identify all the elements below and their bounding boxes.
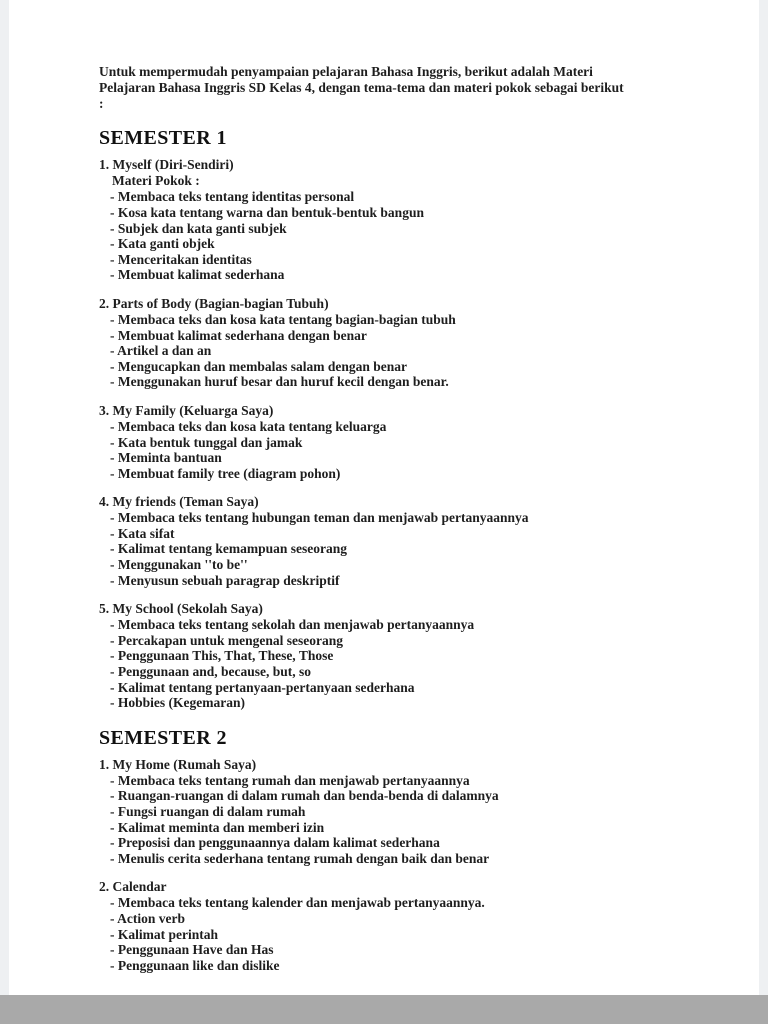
list-item: - Kata ganti objek <box>110 236 215 252</box>
viewer-bottom-bar <box>0 995 768 1024</box>
topic-title: 3. My Family (Keluarga Saya) <box>99 402 274 418</box>
list-item: - Action verb <box>110 910 185 926</box>
list-item: - Membaca teks tentang kalender dan menjawab pertanyaannya. <box>110 895 485 911</box>
list-item: - Menulis cerita sederhana tentang rumah dengan baik dan benar <box>110 850 490 866</box>
topic-title: 2. Calendar <box>99 879 167 895</box>
topic-title: 2. Parts of Body (Bagian-bagian Tubuh) <box>99 295 329 311</box>
document-page <box>9 0 759 995</box>
list-item: - Membaca teks dan kosa kata tentang bagian-bagian tubuh <box>110 311 456 327</box>
list-item: - Membuat kalimat sederhana <box>110 267 285 283</box>
intro-line: Untuk mempermudah penyampaian pelajaran Bahasa Inggris, berikut adalah Materi <box>99 64 593 79</box>
list-item: - Membaca teks tentang identitas personal <box>110 189 355 205</box>
semester-heading: SEMESTER 2 <box>99 726 227 749</box>
topic-subtitle: Materi Pokok : <box>112 173 200 189</box>
semester-heading: SEMESTER 1 <box>99 127 227 150</box>
list-item: - Meminta bantuan <box>110 450 222 466</box>
list-item: - Kalimat meminta dan memberi izin <box>110 819 325 835</box>
list-item: - Mengucapkan dan membalas salam dengan benar <box>110 358 408 374</box>
topic-title: 4. My friends (Teman Saya) <box>99 494 259 510</box>
topic-block <box>99 296 673 390</box>
list-item: - Menggunakan ''to be'' <box>110 557 248 573</box>
topic-title: 5. My School (Sekolah Saya) <box>99 601 263 617</box>
topic-block <box>99 879 673 973</box>
list-item: - Hobbies (Kegemaran) <box>110 695 245 711</box>
intro-line: : <box>99 95 104 111</box>
list-item: - Membaca teks dan kosa kata tentang keluarga <box>110 418 387 434</box>
list-item: - Kata sifat <box>110 525 175 541</box>
list-item: - Penggunaan This, That, These, Those <box>110 648 334 664</box>
list-item: - Kata bentuk tunggal dan jamak <box>110 434 303 450</box>
list-item: - Fungsi ruangan di dalam rumah <box>110 804 306 820</box>
topic-title: 1. Myself (Diri-Sendiri) <box>99 157 234 173</box>
list-item: - Penggunaan Have dan Has <box>110 942 274 958</box>
list-item: - Artikel a dan an <box>110 343 212 359</box>
list-item: - Membaca teks tentang hubungan teman dan menjawab pertanyaannya <box>110 510 529 526</box>
topic-block <box>99 494 673 588</box>
list-item: - Membaca teks tentang sekolah dan menjawab pertanyaannya <box>110 617 475 633</box>
topic-block <box>99 601 673 711</box>
semester-sections <box>99 126 673 973</box>
topic-title: 1. My Home (Rumah Saya) <box>99 756 257 772</box>
list-item: - Kosa kata tentang warna dan bentuk-bentuk bangun <box>110 204 424 220</box>
list-item: - Kalimat tentang pertanyaan-pertanyaan sederhana <box>110 679 415 695</box>
list-item: - Menceritakan identitas <box>110 251 252 267</box>
list-item: - Percakapan untuk mengenal seseorang <box>110 632 344 648</box>
list-item: - Kalimat perintah <box>110 926 218 942</box>
list-item: - Menyusun sebuah paragrap deskriptif <box>110 572 340 588</box>
list-item: - Membuat kalimat sederhana dengan benar <box>110 327 367 343</box>
list-item: - Ruangan-ruangan di dalam rumah dan benda-benda di dalamnya <box>110 788 499 804</box>
list-item: - Membaca teks tentang rumah dan menjawab pertanyaannya <box>110 772 470 788</box>
topic-block <box>99 757 673 867</box>
list-item: - Subjek dan kata ganti subjek <box>110 220 287 236</box>
topic-block <box>99 157 673 283</box>
list-item: - Kalimat tentang kemampuan seseorang <box>110 541 347 557</box>
list-item: - Preposisi dan penggunaannya dalam kalimat sederhana <box>110 835 440 851</box>
list-item: - Membuat family tree (diagram pohon) <box>110 465 341 481</box>
list-item: - Penggunaan and, because, but, so <box>110 664 312 680</box>
topic-block <box>99 403 673 481</box>
list-item: - Menggunakan huruf besar dan huruf kecil dengan benar. <box>110 374 449 390</box>
intro-line: Pelajaran Bahasa Inggris SD Kelas 4, dengan tema-tema dan materi pokok sebagai berikut <box>99 79 624 95</box>
intro-paragraph <box>99 64 673 111</box>
document-content <box>9 0 759 973</box>
list-item: - Penggunaan like dan dislike <box>110 957 280 973</box>
